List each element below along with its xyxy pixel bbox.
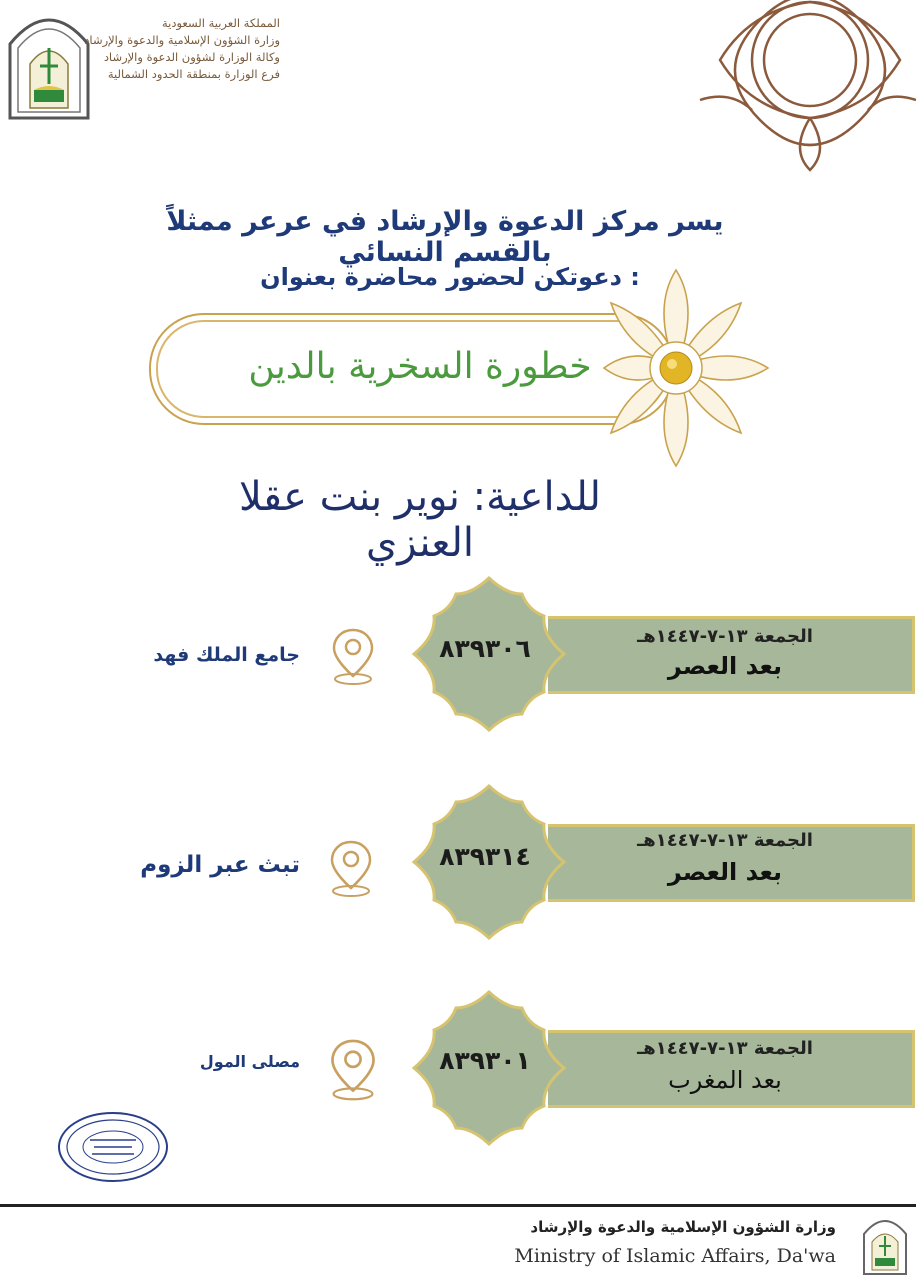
location-pin-icon	[328, 626, 378, 686]
session-time-2: بعد العصر	[667, 858, 783, 886]
location-pin-icon	[326, 838, 376, 898]
lecture-title: خطورة السخرية بالدين	[248, 346, 592, 387]
session-date-3: الجمعة ١٣-٧-١٤٤٧هـ	[637, 1038, 813, 1059]
session-date-2: الجمعة ١٣-٧-١٤٤٧هـ	[637, 830, 813, 851]
session-time-3: بعد المغرب	[668, 1066, 782, 1094]
speaker-name: للداعية: نوير بنت عقلا العنزي	[239, 474, 601, 566]
session-location-3: مصلى المول	[199, 1052, 300, 1071]
official-stamp	[56, 1110, 170, 1184]
session-time-1: بعد العصر	[667, 652, 783, 680]
location-pin-icon	[326, 1036, 380, 1102]
session-number-1: ٨٣٩٣٠٦	[439, 634, 531, 663]
session-number-2: ٨٣٩٣١٤	[439, 842, 531, 871]
footer-ministry-arabic: وزارة الشؤون الإسلامية والدعوة والإرشاد	[530, 1218, 836, 1236]
ornament-top-right	[690, 0, 916, 175]
session-number-3: ٨٣٩٣٠١	[439, 1046, 531, 1075]
intro-line-1: يسر مركز الدعوة والإرشاد في عرعر ممثلاً بالقسم النسائي	[166, 206, 724, 268]
footer-ministry-english: Ministry of Islamic Affairs, Da'wa	[514, 1245, 836, 1267]
session-location-2: تبث عبر الزوم	[140, 852, 300, 878]
session-date-1: الجمعة ١٣-٧-١٤٤٧هـ	[637, 626, 813, 647]
header-line-3: وكالة الوزارة لشؤون الدعوة والإرشاد	[103, 50, 280, 64]
header-line-4: فرع الوزارة بمنطقة الحدود الشمالية	[107, 67, 280, 81]
footer-logo	[860, 1212, 910, 1276]
footer-divider	[0, 1204, 916, 1207]
header-line-1: المملكة العربية السعودية	[162, 16, 280, 30]
session-location-1: جامع الملك فهد	[153, 644, 300, 666]
header-line-2: وزارة الشؤون الإسلامية والدعوة والإرشاد	[84, 33, 280, 47]
intro-line-2: دعوتكن لحضور محاضرة بعنوان :	[260, 263, 640, 291]
